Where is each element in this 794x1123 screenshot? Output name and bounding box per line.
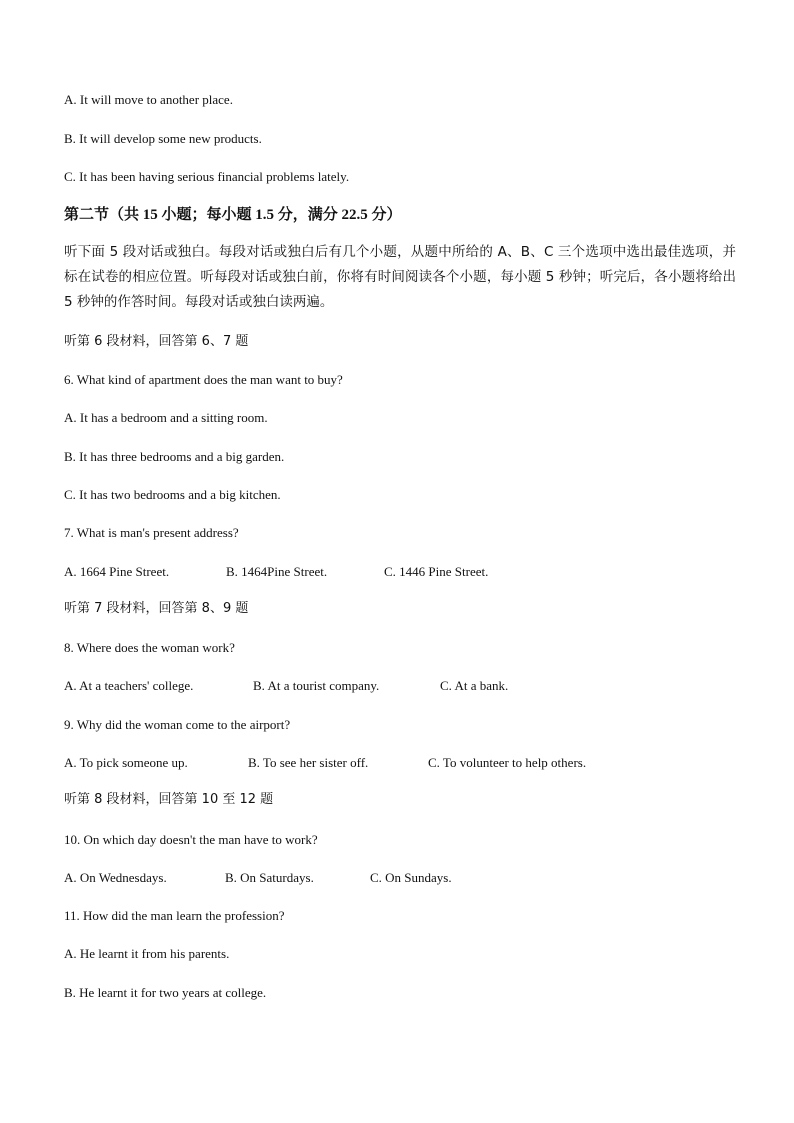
question-10-option-a: A. On Wednesdays. (64, 870, 167, 885)
option-b: B. It will develop some new products. (64, 131, 262, 146)
question-11-option-b: B. He learnt it for two years at college. (64, 985, 267, 1000)
question-10-option-c: C. On Sundays. (370, 870, 452, 885)
question-7-option-c: C. 1446 Pine Street. (384, 564, 489, 579)
question-7-stem: 7. What is man's present address? (64, 525, 239, 540)
question-6-option-b: B. It has three bedrooms and a big garden. (64, 449, 285, 464)
question-9-stem: 9. Why did the woman come to the airport? (64, 717, 291, 732)
section-instructions: 听下面 5 段对话或独白。每段对话或独白后有几个小题，从题中所给的 A、B、C 三个选项中选出最佳选项，并标在试卷的相应位置。听每段对话或独白前，你将有时间阅读各个小题，每小题 5 秒钟；听完后，各小题将给出 5 秒钟的作答时间。每段对话或独白读两遍。 (64, 244, 736, 310)
question-9-option-b: B. To see her sister off. (248, 755, 369, 770)
question-6-option-a: A. It has a bedroom and a sitting room. (64, 410, 268, 425)
group-6-label: 听第 6 段材料，回答第 6、7 题 (64, 334, 249, 349)
question-6-option-c: C. It has two bedrooms and a big kitchen. (64, 487, 281, 502)
question-8-option-c: C. At a bank. (440, 678, 509, 693)
question-11-stem: 11. How did the man learn the profession? (64, 908, 285, 923)
question-9-option-a: A. To pick someone up. (64, 755, 188, 770)
question-8-option-b: B. At a tourist company. (253, 678, 380, 693)
group-8-label: 听第 8 段材料，回答第 10 至 12 题 (64, 792, 274, 807)
question-7-option-b: B. 1464Pine Street. (226, 564, 328, 579)
question-6-stem: 6. What kind of apartment does the man want to buy? (64, 372, 343, 387)
question-8-option-a: A. At a teachers' college. (64, 678, 194, 693)
question-11-option-a: A. He learnt it from his parents. (64, 946, 230, 961)
section-title: 第二节（共 15 小题；每小题 1.5 分，满分 22.5 分） (64, 207, 402, 223)
option-a: A. It will move to another place. (64, 92, 233, 107)
option-c: C. It has been having serious financial problems lately. (64, 169, 350, 184)
question-9-option-c: C. To volunteer to help others. (428, 755, 587, 770)
question-10-option-b: B. On Saturdays. (225, 870, 314, 885)
question-10-stem: 10. On which day doesn't the man have to work? (64, 832, 318, 847)
question-7-option-a: A. 1664 Pine Street. (64, 564, 170, 579)
group-7-label: 听第 7 段材料，回答第 8、9 题 (64, 601, 249, 616)
question-8-stem: 8. Where does the woman work? (64, 640, 235, 655)
